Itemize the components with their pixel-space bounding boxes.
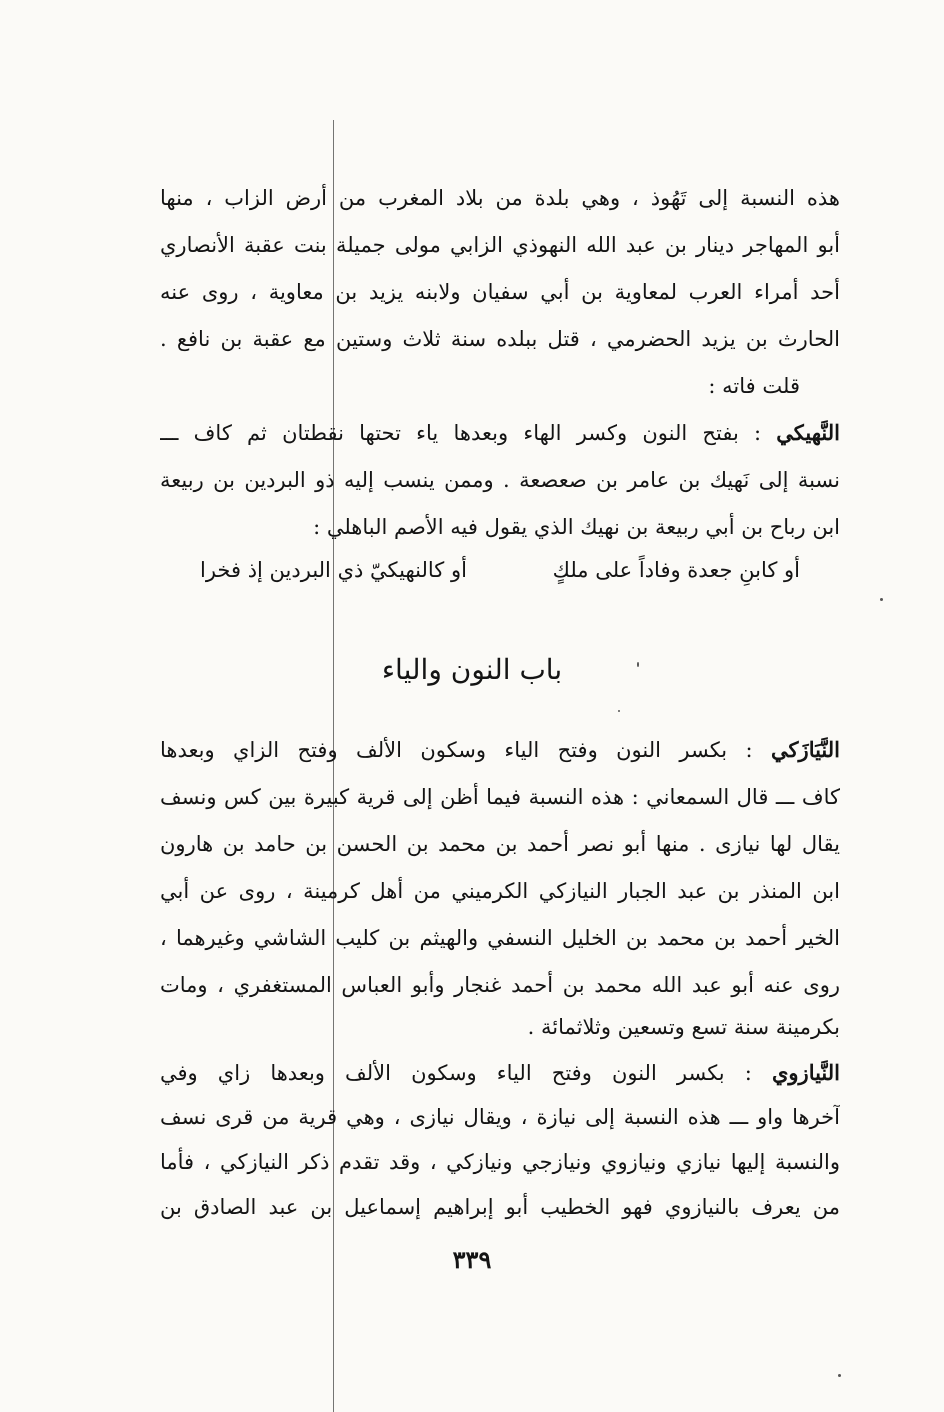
scan-speck bbox=[880, 598, 883, 601]
text-line: نسبة إلى نَهيك بن عامر بن صعصعة . وممن ينسب إليه ذو البردين بن ربيعة bbox=[160, 468, 840, 492]
text-line: الخير أحمد بن محمد بن الخليل النسفي والهيثم بن كليب الشاشي وغيرهما ، bbox=[160, 926, 840, 950]
text-line: أبو المهاجر دينار بن عبد الله النهوذي الزابي مولى جميلة بنت عقبة الأنصاري bbox=[160, 233, 840, 257]
entry-text: : بكسر النون وفتح الياء وسكون الألف وفتح الزاي وبعدها bbox=[160, 738, 753, 762]
text-line: روى عنه أبو عبد الله محمد بن أحمد غنجار وأبو العباس المستغفري ، ومات bbox=[160, 973, 840, 997]
page-number: ٣٣٩ bbox=[452, 1245, 492, 1274]
qult-note: قلت فاته : bbox=[708, 374, 800, 398]
verse-second-hemistich: أو كالنهيكيّ ذي البردين إذ فخرا bbox=[200, 558, 467, 582]
text-line: هذه النسبة إلى تَهُوذ ، وهي بلدة من بلاد المغرب من أرض الزاب ، منها bbox=[160, 186, 840, 210]
text-line: الحارث بن يزيد الحضرمي ، قتل ببلده سنة ثلاث وستين مع عقبة بن نافع . bbox=[160, 327, 840, 351]
poem-verse bbox=[200, 555, 800, 587]
text-line: أحد أمراء العرب لمعاوية بن أبي سفيان ولابنه يزيد بن معاوية ، روى عنه bbox=[160, 280, 840, 304]
text-line: والنسبة إليها نيازي ونيازوي ونيازجي ونيازكي ، وقد تقدم ذكر النيازكي ، فأما bbox=[160, 1150, 840, 1174]
entry-line bbox=[160, 1058, 840, 1090]
entry-text: : بكسر النون وفتح الياء وسكون الألف وبعدها زاي وفي bbox=[160, 1061, 752, 1085]
text-line: من يعرف بالنيازوي فهو الخطيب أبو إبراهيم إسماعيل بن عبد الصادق بن bbox=[160, 1195, 840, 1219]
entry-line bbox=[160, 735, 840, 767]
entry-heading: النَّيازوي bbox=[771, 1060, 840, 1085]
chapter-title: باب النون والياء bbox=[381, 653, 563, 686]
text-line: كاف ـــ قال السمعاني : هذه النسبة فيما أظن إلى قرية كبيرة بين كس ونسف bbox=[160, 785, 840, 809]
text-line: ابن رباح بن أبي ربيعة بن نهيك الذي يقول فيه الأصم الباهلي : bbox=[313, 515, 840, 539]
entry-heading: النَّيَازَكي bbox=[771, 737, 840, 762]
entry-heading: النَّهيكي bbox=[776, 420, 840, 445]
text-line: بكرمينة سنة تسع وتسعين وثلاثمائة . bbox=[527, 1015, 840, 1039]
text-line: ابن المنذر بن عبد الجبار النيازكي الكرميني من أهل كرمينة ، روى عن أبي bbox=[160, 879, 840, 903]
entry-line bbox=[160, 418, 840, 450]
scan-speck bbox=[618, 710, 620, 712]
text-line: آخرها واو ـــ هذه النسبة إلى نيازة ، ويقال نيازى ، وهي قرية من قرى نسف bbox=[160, 1105, 840, 1129]
text-line: يقال لها نيازى . منها أبو نصر أحمد بن محمد بن الحسن بن حامد بن هارون bbox=[160, 832, 840, 856]
entry-text: : بفتح النون وكسر الهاء وبعدها ياء تحتها نقطتان ثم كاف ـــ bbox=[160, 421, 762, 445]
verse-first-hemistich: أو كابنِ جعدة وفاداً على ملكٍ bbox=[552, 558, 800, 582]
scan-speck bbox=[838, 1374, 841, 1377]
